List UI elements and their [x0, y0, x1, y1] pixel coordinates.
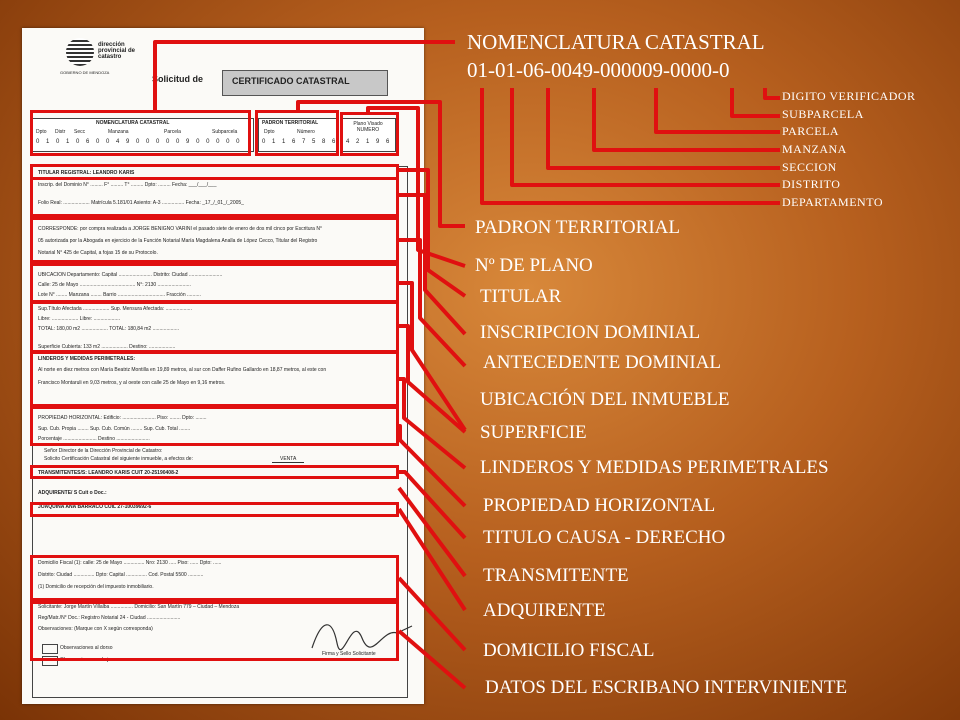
- nom-col-secc: Secc: [74, 129, 86, 135]
- form-title: CERTIFICADO CATASTRAL: [232, 76, 350, 86]
- nom-col-manzana: Manzana: [108, 129, 129, 135]
- nom-col-parcela: Parcela: [164, 129, 181, 135]
- folio-text: Folio Real: ................... Matrícula 5.181/01 Asiento: A-3 ................ Fecha: _17_/_01_/_2005_: [38, 200, 244, 206]
- firma-label: Firma y Sello Solicitante: [322, 651, 376, 657]
- label-padron-territorial: PADRON TERRITORIAL: [475, 217, 680, 238]
- label-linderos: LINDEROS Y MEDIDAS PERIMETRALES: [480, 457, 829, 478]
- nom-col-distr: Distr: [55, 129, 66, 135]
- adquirente-header: ADQUIRENTE/ S Cuit o Doc.:: [38, 490, 107, 496]
- label-superficie: SUPERFICIE: [480, 422, 587, 443]
- label-propiedad-horizontal: PROPIEDAD HORIZONTAL: [483, 495, 716, 516]
- padron-table-header: PADRON TERRITORIAL: [262, 120, 319, 126]
- corresponde-1: CORRESPONDE: por compra realizada a JORGE BENIGNO VARINI el pasado siete de enero de dos mil cinco por Escritura N°: [38, 226, 322, 232]
- code-part-manzana: MANZANA: [782, 142, 847, 156]
- label-transmitente: TRANSMITENTE: [483, 565, 629, 586]
- padron-digits: 0 1 1 6 7 5 8 6: [262, 139, 338, 145]
- ph-3: Porcentaje ........................ Destino ........................: [38, 436, 150, 442]
- ph-1: PROPIEDAD HORIZONTAL: Edificio: ........................ Piso: ........ Dpto: ........: [38, 415, 207, 421]
- superficie-3: TOTAL: 180,00 m2 ................... TOTAL: 180,84 m2 ...................: [38, 326, 179, 332]
- obs-1: Observaciones al dorso: [60, 645, 113, 651]
- linderos-1: Al norte en diez metros con María Beatriz Montilla en 19,89 metros, al sur con Daffer Rufino Gallardo en 18,87 metros, al este con: [38, 367, 327, 373]
- label-domicilio-fiscal: DOMICILIO FISCAL: [483, 640, 655, 661]
- code-part-seccion: SECCION: [782, 160, 837, 174]
- code-part-departamento: DEPARTAMENTO: [782, 195, 883, 209]
- senor-1: Señor Director de la Dirección Provincial de Catastro:: [44, 448, 163, 454]
- code-part-digito-verificador: DIGITO VERIFICADOR: [782, 89, 916, 103]
- nom-col-subparcela: Subparcela: [212, 129, 238, 135]
- escribano-2: Reg/Matr./N° Doc.: Registro Notarial 24 - Ciudad ........................: [38, 615, 181, 621]
- plano-header: Plano Visado NUMERO: [353, 121, 383, 133]
- inscripcion-text: Inscrip. del Dominio N° ......... F° ......... T° ......... Dpto: ......... Fecha: ___/___/___: [38, 182, 217, 188]
- linderos-2: Francisco Montaruli en 9,03 metros, y al oeste con calle 25 de Mayo en 9,16 metros.: [38, 380, 226, 386]
- obs-2: Observaciones en hoja anexa: [60, 657, 127, 663]
- superficie-2: Libre: ................... Libre: ...................: [38, 316, 120, 322]
- domicilio-3: (1) Domicilio de recepción del impuesto inmobiliario.: [38, 584, 154, 590]
- logo-text: dirección provincial de catastro: [98, 42, 136, 60]
- solicitud-label: Solicitud de: [152, 74, 204, 84]
- senor-2: Solicito Certificación Catastral del siguiente inmueble, a efectos de:: [44, 456, 193, 462]
- plano-digits: 4 2 1 9 6: [346, 139, 392, 145]
- nom-digits: 0 1 0 1 0 6 0 0 4 9 0 0 0 0 0 9 0 0 0 0 0: [36, 139, 242, 145]
- code-part-parcela: PARCELA: [782, 124, 840, 138]
- escribano-1: Solicitante: Jorge Martín Villalba ................ Domicilio: San Martín 779 – Ciudad – Mendoza: [38, 604, 240, 610]
- nomenclatura-title: NOMENCLATURA CATASTRAL: [467, 30, 765, 54]
- ubicacion-2: Calle: 25 de Mayo ........................................ N°: 2130 ........................: [38, 282, 191, 288]
- superficie-1: Sup.Título Afectada ................... Sup. Mensura Afectada: ...................: [38, 306, 192, 312]
- code-part-distrito: DISTRITO: [782, 177, 841, 191]
- label-datos-escribano: DATOS DEL ESCRIBANO INTERVINIENTE: [485, 677, 848, 698]
- venta-field: VENTA: [272, 456, 304, 463]
- padron-col-dpto: Dpto: [264, 129, 275, 135]
- label-numero-plano: Nº DE PLANO: [475, 255, 593, 276]
- label-inscripcion-dominial: INSCRIPCION DOMINIAL: [480, 322, 701, 343]
- corresponde-2: 05 autorizada por la Abogada en ejercicio de la Función Notarial María Magdalena Analla de López Cecco, Titular del Registro: [38, 238, 318, 244]
- code-part-subparcela: SUBPARCELA: [782, 107, 864, 121]
- label-titular: TITULAR: [480, 286, 562, 307]
- label-titulo-causa: TITULO CAUSA - DERECHO: [483, 527, 726, 548]
- label-adquirente: ADQUIRENTE: [483, 600, 606, 621]
- superficie-4: Superficie Cubierta: 133 m2 ................... Destino: ...................: [38, 344, 176, 350]
- padron-col-numero: Número: [297, 129, 315, 135]
- ubicacion-3: Lote N° ........ Manzana ........ Barrio .................................. Fracción ..........: [38, 292, 201, 298]
- adquirente-text: JOAQUINA ANA BARRACO CUIL 27-10039692-6: [38, 504, 152, 510]
- nomenclatura-table-header: NOMENCLATURA CATASTRAL: [96, 120, 170, 126]
- logo-sub: GOBIERNO DE MENDOZA: [60, 70, 110, 75]
- label-ubicacion-inmueble: UBICACIÓN DEL INMUEBLE: [480, 389, 730, 410]
- domicilio-1: Domicilio Fiscal (1): calle: 25 de Mayo ............... Nro: 2130 ..... Piso: ...... Dpto: ......: [38, 560, 222, 566]
- ph-2: Sup. Cub. Propia ........ Sup. Cub. Común ........ Sup. Cub. Total ........: [38, 426, 191, 432]
- titular-text: TITULAR REGISTRAL: LEANDRO KARIS: [38, 170, 135, 176]
- ubicacion-1: UBICACION Departamento: Capital ........................ Distrito: Ciudad ........................: [38, 272, 223, 278]
- linderos-header: LINDEROS Y MEDIDAS PERIMETRALES:: [38, 356, 136, 362]
- escribano-3: Observaciones: (Marque con X según corresponda): [38, 626, 153, 632]
- domicilio-2: Distrito: Ciudad ............... Dpto: Capital ............... Cod. Postal 5500 ...........: [38, 572, 204, 578]
- transmitentes-text: TRANSMITENTES/S: LEANDRO KARIS CUIT 20-25190408-2: [38, 470, 179, 476]
- label-antecedente-dominial: ANTECEDENTE DOMINIAL: [483, 352, 721, 373]
- nomenclatura-code: 01-01-06-0049-000009-0000-0: [467, 58, 730, 82]
- nom-col-dpto: Dpto: [36, 129, 47, 135]
- corresponde-3: Notarial N° 425 de Capital, a fojas 15 de su Protocolo.: [38, 250, 158, 256]
